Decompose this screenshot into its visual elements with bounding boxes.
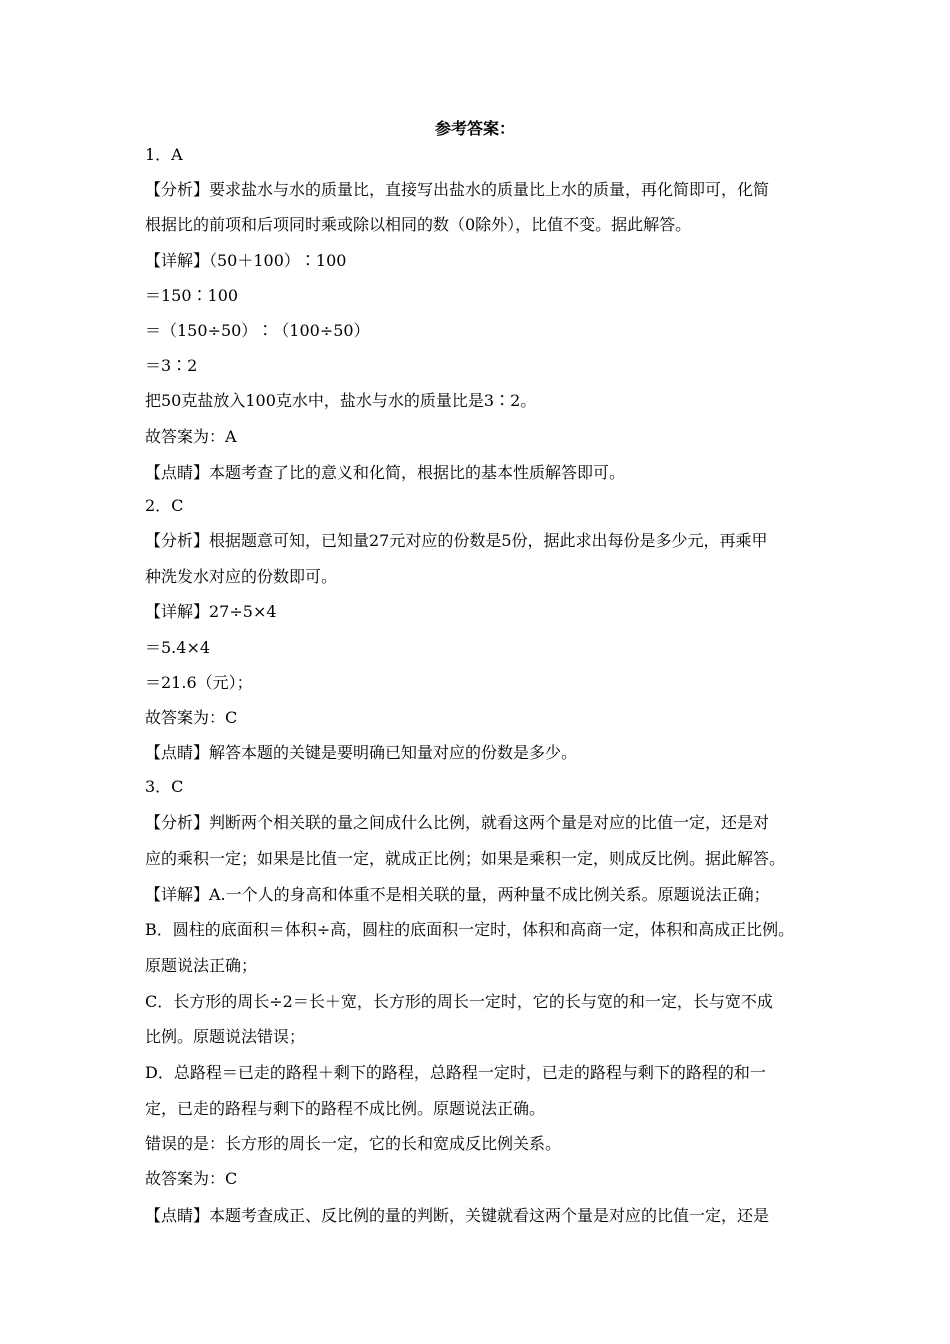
question-number: 3．C: [145, 777, 184, 796]
detail-line: 【详解】A.一个人的身高和体重不是相关联的量，两种量不成比例关系。原题说法正确；: [145, 885, 770, 904]
detail-line: ＝150∶100: [145, 286, 239, 305]
detail-line: C．长方形的周长÷2＝长＋宽，长方形的周长一定时，它的长与宽的和一定，长与宽不成: [145, 992, 773, 1011]
question-number: 1．A: [145, 145, 183, 164]
detail-line: 错误的是：长方形的周长一定，它的长和宽成反比例关系。: [145, 1134, 562, 1153]
detail-line: ＝3∶2: [145, 356, 198, 375]
analysis-line: 【分析】要求盐水与水的质量比，直接写出盐水的质量比上水的质量，再化简即可，化简: [145, 180, 770, 199]
question-number: 2．C: [145, 496, 184, 515]
comment-line: 【点睛】解答本题的关键是要明确已知量对应的份数是多少。: [145, 743, 578, 762]
analysis-line: 【分析】根据题意可知，已知量27元对应的份数是5份，据此求出每份是多少元，再乘甲: [145, 531, 768, 550]
page-title: 参考答案：: [434, 119, 515, 138]
detail-line: ＝5.4×4: [145, 638, 211, 657]
detail-line: 原题说法正确；: [145, 956, 258, 975]
analysis-line: 种洗发水对应的份数即可。: [145, 567, 338, 586]
detail-line: 比例。原题说法错误；: [145, 1027, 306, 1046]
detail-line: ＝21.6（元）；: [145, 673, 253, 692]
analysis-line: 应的乘积一定；如果是比值一定，就成正比例；如果是乘积一定，则成反比例。据此解答。: [145, 849, 786, 868]
detail-line: D．总路程＝已走的路程＋剩下的路程，总路程一定时，已走的路程与剩下的路程的和一: [145, 1063, 766, 1082]
answer-line: 故答案为：A: [145, 427, 237, 446]
detail-line: ＝（150÷50）∶（100÷50）: [145, 321, 370, 340]
analysis-line: 【分析】判断两个相关联的量之间成什么比例，就看这两个量是对应的比值一定，还是对: [145, 813, 770, 832]
detail-line: 把50克盐放入100克水中，盐水与水的质量比是3∶2。: [145, 391, 537, 410]
analysis-line: 根据比的前项和后项同时乘或除以相同的数（0除外），比值不变。据此解答。: [145, 215, 692, 234]
detail-line: B．圆柱的底面积＝体积÷高，圆柱的底面积一定时，体积和高商一定，体积和高成正比例。: [145, 920, 795, 939]
answer-line: 故答案为：C: [145, 1169, 238, 1188]
detail-line: 【详解】27÷5×4: [145, 602, 277, 621]
detail-line: 定，已走的路程与剩下的路程不成比例。原题说法正确。: [145, 1099, 546, 1118]
detail-line: 【详解】（50＋100）∶100: [145, 251, 347, 270]
answer-line: 故答案为：C: [145, 708, 238, 727]
comment-line: 【点睛】本题考查了比的意义和化简，根据比的基本性质解答即可。: [145, 463, 626, 482]
comment-line: 【点睛】本题考查成正、反比例的量的判断，关键就看这两个量是对应的比值一定，还是: [145, 1206, 770, 1225]
